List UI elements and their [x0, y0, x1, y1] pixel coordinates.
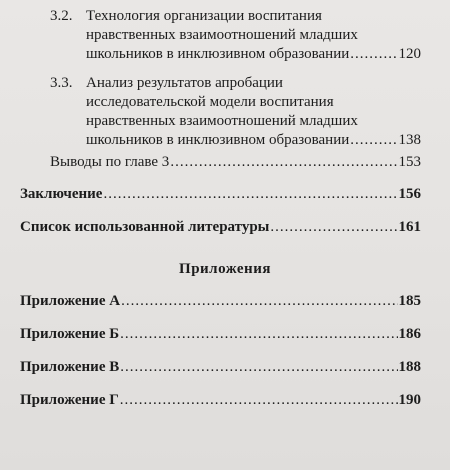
toc-entry-appendix-g[interactable]	[20, 391, 421, 410]
toc-entry-conclusion[interactable]	[20, 185, 421, 204]
toc-entry-title: нравственных взаимоотношений младших	[86, 113, 358, 129]
toc-entry-conclusions[interactable]	[50, 153, 421, 172]
leader-dots	[120, 325, 397, 344]
toc-entry-title: Приложение Б	[20, 326, 120, 342]
page-number: 190	[398, 392, 421, 408]
toc-entry-title: Приложение А	[20, 293, 121, 309]
toc-entry-title: школьников в инклюзивном образовании	[86, 46, 350, 62]
page-number: 153	[398, 154, 421, 170]
page-number: 185	[398, 293, 421, 309]
toc-entry-title: Приложение Г	[20, 392, 119, 408]
page-number: 138	[398, 132, 421, 148]
toc-entry-title: школьников в инклюзивном образовании	[86, 132, 350, 148]
toc-entry-title: нравственных взаимоотношений младших	[86, 27, 358, 43]
toc-entry-title: Технология организации воспитания	[86, 8, 322, 24]
toc-entry-title: Приложение В	[20, 359, 120, 375]
toc-entry-appendix-b[interactable]	[20, 325, 421, 344]
leader-dots	[103, 185, 397, 204]
page-number: 156	[398, 186, 421, 202]
toc-entry-references[interactable]	[20, 218, 421, 237]
leader-dots	[350, 131, 397, 150]
toc-entry-appendix-a[interactable]	[20, 292, 421, 311]
toc-entry-title: Выводы по главе 3	[50, 154, 170, 170]
page-number: 188	[398, 359, 421, 375]
page-number: 161	[398, 219, 421, 235]
section-number: 3.3.	[50, 75, 73, 91]
toc-entry-3-3[interactable]	[86, 131, 421, 150]
toc-entry-title: исследовательской модели воспитания	[86, 94, 334, 110]
section-number: 3.2.	[50, 8, 73, 24]
leader-dots	[270, 218, 397, 237]
page-number: 186	[398, 326, 421, 342]
page-number: 120	[398, 46, 421, 62]
leader-dots	[350, 45, 397, 64]
toc-entry-appendix-v[interactable]	[20, 358, 421, 377]
toc-entry-title: Заключение	[20, 186, 103, 202]
leader-dots	[120, 391, 398, 410]
appendices-heading: Приложения	[179, 261, 271, 277]
toc-entry-title: Анализ результатов апробации	[86, 75, 283, 91]
toc-entry-title: Список использованной литературы	[20, 219, 270, 235]
toc-entry-3-2[interactable]	[86, 45, 421, 64]
leader-dots	[120, 358, 397, 377]
leader-dots	[121, 292, 397, 311]
leader-dots	[170, 153, 397, 172]
